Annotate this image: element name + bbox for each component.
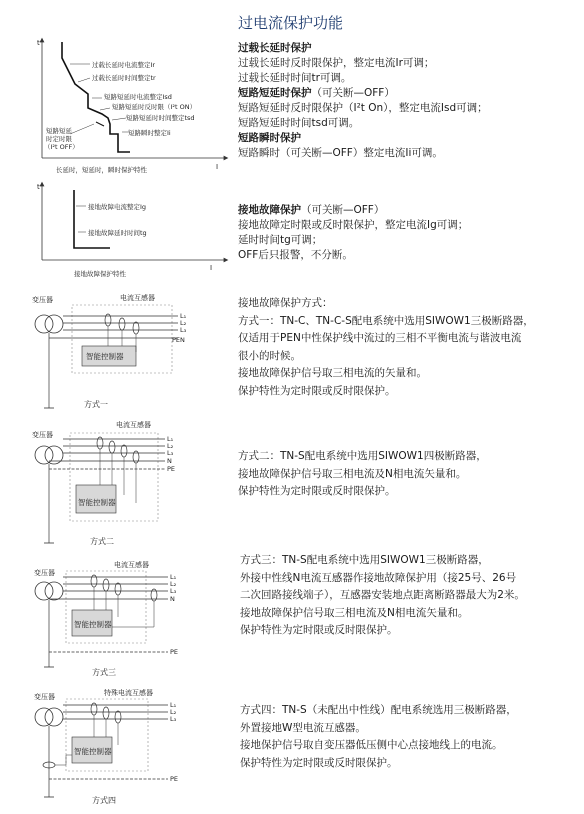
- transformer-coil: [35, 315, 53, 333]
- label-l2: L₂: [170, 580, 177, 588]
- leader-line: [100, 108, 110, 110]
- method-four-text-block: [240, 702, 517, 772]
- ct-lead: [112, 601, 154, 627]
- wiring-diagram-method-four: [30, 685, 205, 810]
- ground-fault-text-block: [238, 203, 468, 263]
- annotation-ii: 短路瞬时整定Ii: [128, 129, 171, 137]
- text-line: 方式三：TN-S配电系统中选用SIWOW1三极断路器，: [240, 554, 489, 566]
- chart-caption: 长延时，短延时，瞬时保护特性: [56, 166, 147, 174]
- ct-coil: [115, 711, 121, 723]
- text-line: 很小的时候。: [238, 349, 301, 362]
- text-line: 延时时间tg可调；: [238, 234, 323, 246]
- annotation-isd: 短路短延时电流整定Isd: [104, 93, 172, 101]
- text-line: 接地故障保护信号取三相电流的矢量和。: [238, 367, 427, 379]
- ct-label: 电流互感器: [120, 294, 155, 302]
- annotation-tr: 过载长延时时间整定tr: [92, 74, 156, 82]
- controller-label: 智能控制器: [74, 620, 112, 629]
- short-delay-heading: 短路短延时保护: [238, 87, 312, 99]
- special-ct-label: 特殊电流互感器: [104, 689, 153, 697]
- text-line: 外接中性线N电流互感器作接地故障保护用（接25号、26号: [240, 571, 517, 584]
- diagram-caption: 方式三: [92, 668, 116, 677]
- annotation-left-1: 短路短延: [46, 127, 72, 135]
- instantaneous-heading: 短路瞬时保护: [238, 132, 301, 144]
- text-line: 短路短延时反时限保护（I²t On），整定电流Isd可调；: [238, 102, 488, 114]
- axis-i-label: I: [216, 163, 219, 171]
- text-line: 二次回路接线端子），互感器安装地点距离断路器最大为2米。: [240, 589, 525, 601]
- text-line: 过载长延时反时限保护，整定电流Ir可调；: [238, 57, 435, 69]
- ct-coil: [109, 441, 115, 453]
- wiring-diagram-method-two: [30, 415, 205, 550]
- text-line: 过载长延时时间tr可调。: [238, 72, 352, 84]
- leader-line: [78, 78, 90, 82]
- method-three-text-block: [240, 552, 525, 640]
- text-line: 方式一：TN-C、TN-C-S配电系统中选用SIWOW1三极断路器，: [238, 314, 534, 327]
- controller-label: 智能控制器: [74, 747, 112, 756]
- transformer-coil: [35, 582, 53, 600]
- wiring-diagram-method-three: [30, 555, 205, 680]
- chart-caption: 接地故障保护特性: [74, 270, 126, 278]
- diagram-caption: 方式一: [84, 400, 108, 409]
- method-one-text-block: [238, 295, 534, 400]
- wiring-diagram-method-one: [30, 290, 205, 415]
- label-l3: L₃: [180, 326, 187, 334]
- controller-label: 智能控制器: [86, 352, 124, 361]
- text-line: 保护特性为定时限或反时限保护。: [240, 624, 398, 636]
- text-line: 保护特性为定时限或反时限保护。: [240, 756, 398, 769]
- annotation-ir: 过载长延时电流整定Ir: [92, 61, 156, 69]
- axis-i-label: I: [210, 264, 213, 272]
- protection-characteristic-chart: [30, 36, 230, 176]
- text-line: 外置接地W型电流互感器。: [240, 721, 366, 734]
- label-pen: PEN: [172, 336, 185, 344]
- text-line: 接地故障定时限或反时限保护，整定电流Ig可调；: [238, 219, 469, 231]
- page-title: 过电流保护功能: [238, 14, 344, 32]
- annotation-i2t-on: 短路短延时反时限（I²t ON）: [112, 103, 197, 111]
- label-n: N: [167, 457, 172, 465]
- ground-fault-chart: [30, 180, 230, 280]
- transformer-label: 变压器: [34, 693, 55, 701]
- label-l1: L₁: [170, 701, 177, 709]
- transformer-label: 变压器: [32, 296, 53, 304]
- method-two-text-block: [238, 448, 487, 501]
- label-pe: PE: [167, 465, 176, 473]
- label-l2: L₂: [167, 442, 174, 450]
- annotation-left-2: 时定时限: [46, 135, 72, 143]
- label-l2: L₂: [170, 708, 177, 716]
- ground-fault-curve: [74, 190, 110, 248]
- label-n: N: [170, 595, 175, 603]
- text-suffix: （可关断—OFF）: [301, 204, 385, 216]
- label-l3: L₃: [170, 587, 177, 595]
- ct-label: 电流互感器: [114, 561, 149, 569]
- ct-coil: [133, 322, 139, 334]
- label-l3: L₃: [170, 715, 177, 723]
- controller-label: 智能控制器: [78, 498, 116, 507]
- annotation-ig: 接地故障电流整定Ig: [88, 203, 147, 211]
- axis-t-label: t: [37, 183, 40, 191]
- annotation-tg: 接地故障延时时间tg: [88, 229, 147, 237]
- text-line: 保护特性为定时限或反时限保护。: [238, 485, 396, 497]
- axis-t-label: t: [37, 39, 40, 47]
- ct-label: 电流互感器: [116, 421, 151, 429]
- text-line: 方式二：TN-S配电系统中选用SIWOW1四极断路器，: [238, 450, 487, 462]
- transformer-coil: [35, 708, 53, 726]
- text-line: 接地故障保护方式：: [238, 297, 333, 309]
- ct-lead: [55, 755, 72, 765]
- label-l1: L₁: [167, 435, 174, 443]
- annotation-left-3: （I²t OFF）: [44, 143, 79, 151]
- ct-coil: [103, 707, 109, 719]
- text-line: 接地故障保护信号取三相电流及N相电流矢量和。: [238, 467, 467, 480]
- transformer-coil: [45, 582, 63, 600]
- ct-coil: [103, 579, 109, 591]
- transformer-coil: [45, 708, 63, 726]
- ct-coil: [119, 318, 125, 330]
- label-l1: L₁: [180, 312, 187, 320]
- i2t-segment: [96, 122, 104, 126]
- text-line: 接地保护信号取自变压器低压侧中心点接地线上的电流。: [240, 739, 503, 751]
- text-line: 短路瞬时（可关断—OFF）整定电流Ii可调。: [238, 147, 443, 159]
- text-line: 短路短延时时间tsd可调。: [238, 117, 360, 129]
- text-line: 方式四：TN-S（未配出中性线）配电系统选用三极断路器，: [240, 704, 517, 716]
- ground-fault-heading: 接地故障保护: [238, 204, 301, 216]
- leader-line: [70, 124, 94, 134]
- annotation-tsd: 短路短延时时间整定tsd: [126, 114, 195, 122]
- label-l2: L₂: [180, 319, 187, 327]
- label-l1: L₁: [170, 573, 177, 581]
- diagram-caption: 方式四: [92, 796, 116, 805]
- text-line: 接地故障保护信号取三相电流及N相电流矢量和。: [240, 606, 469, 619]
- label-pe: PE: [170, 648, 179, 656]
- transformer-label: 变压器: [34, 569, 55, 577]
- diagram-caption: 方式二: [90, 537, 114, 546]
- transformer-label: 变压器: [32, 431, 53, 439]
- ct-coil: [115, 583, 121, 595]
- long-delay-heading: 过载长延时保护: [238, 42, 312, 54]
- text-line: 保护特性为定时限或反时限保护。: [238, 384, 396, 397]
- text-suffix: （可关断—OFF）: [311, 87, 395, 99]
- text-line: OFF后只报警，不分断。: [238, 249, 353, 261]
- ct-coil: [121, 445, 127, 457]
- label-pe: PE: [170, 775, 179, 783]
- transformer-coil: [45, 315, 63, 333]
- overcurrent-text-block: [238, 41, 488, 161]
- text-line: 仅适用于PEN中性保护线中流过的三相不平衡电流与谐波电流: [238, 332, 522, 344]
- leader-line: [112, 118, 126, 120]
- label-l3: L₃: [167, 449, 174, 457]
